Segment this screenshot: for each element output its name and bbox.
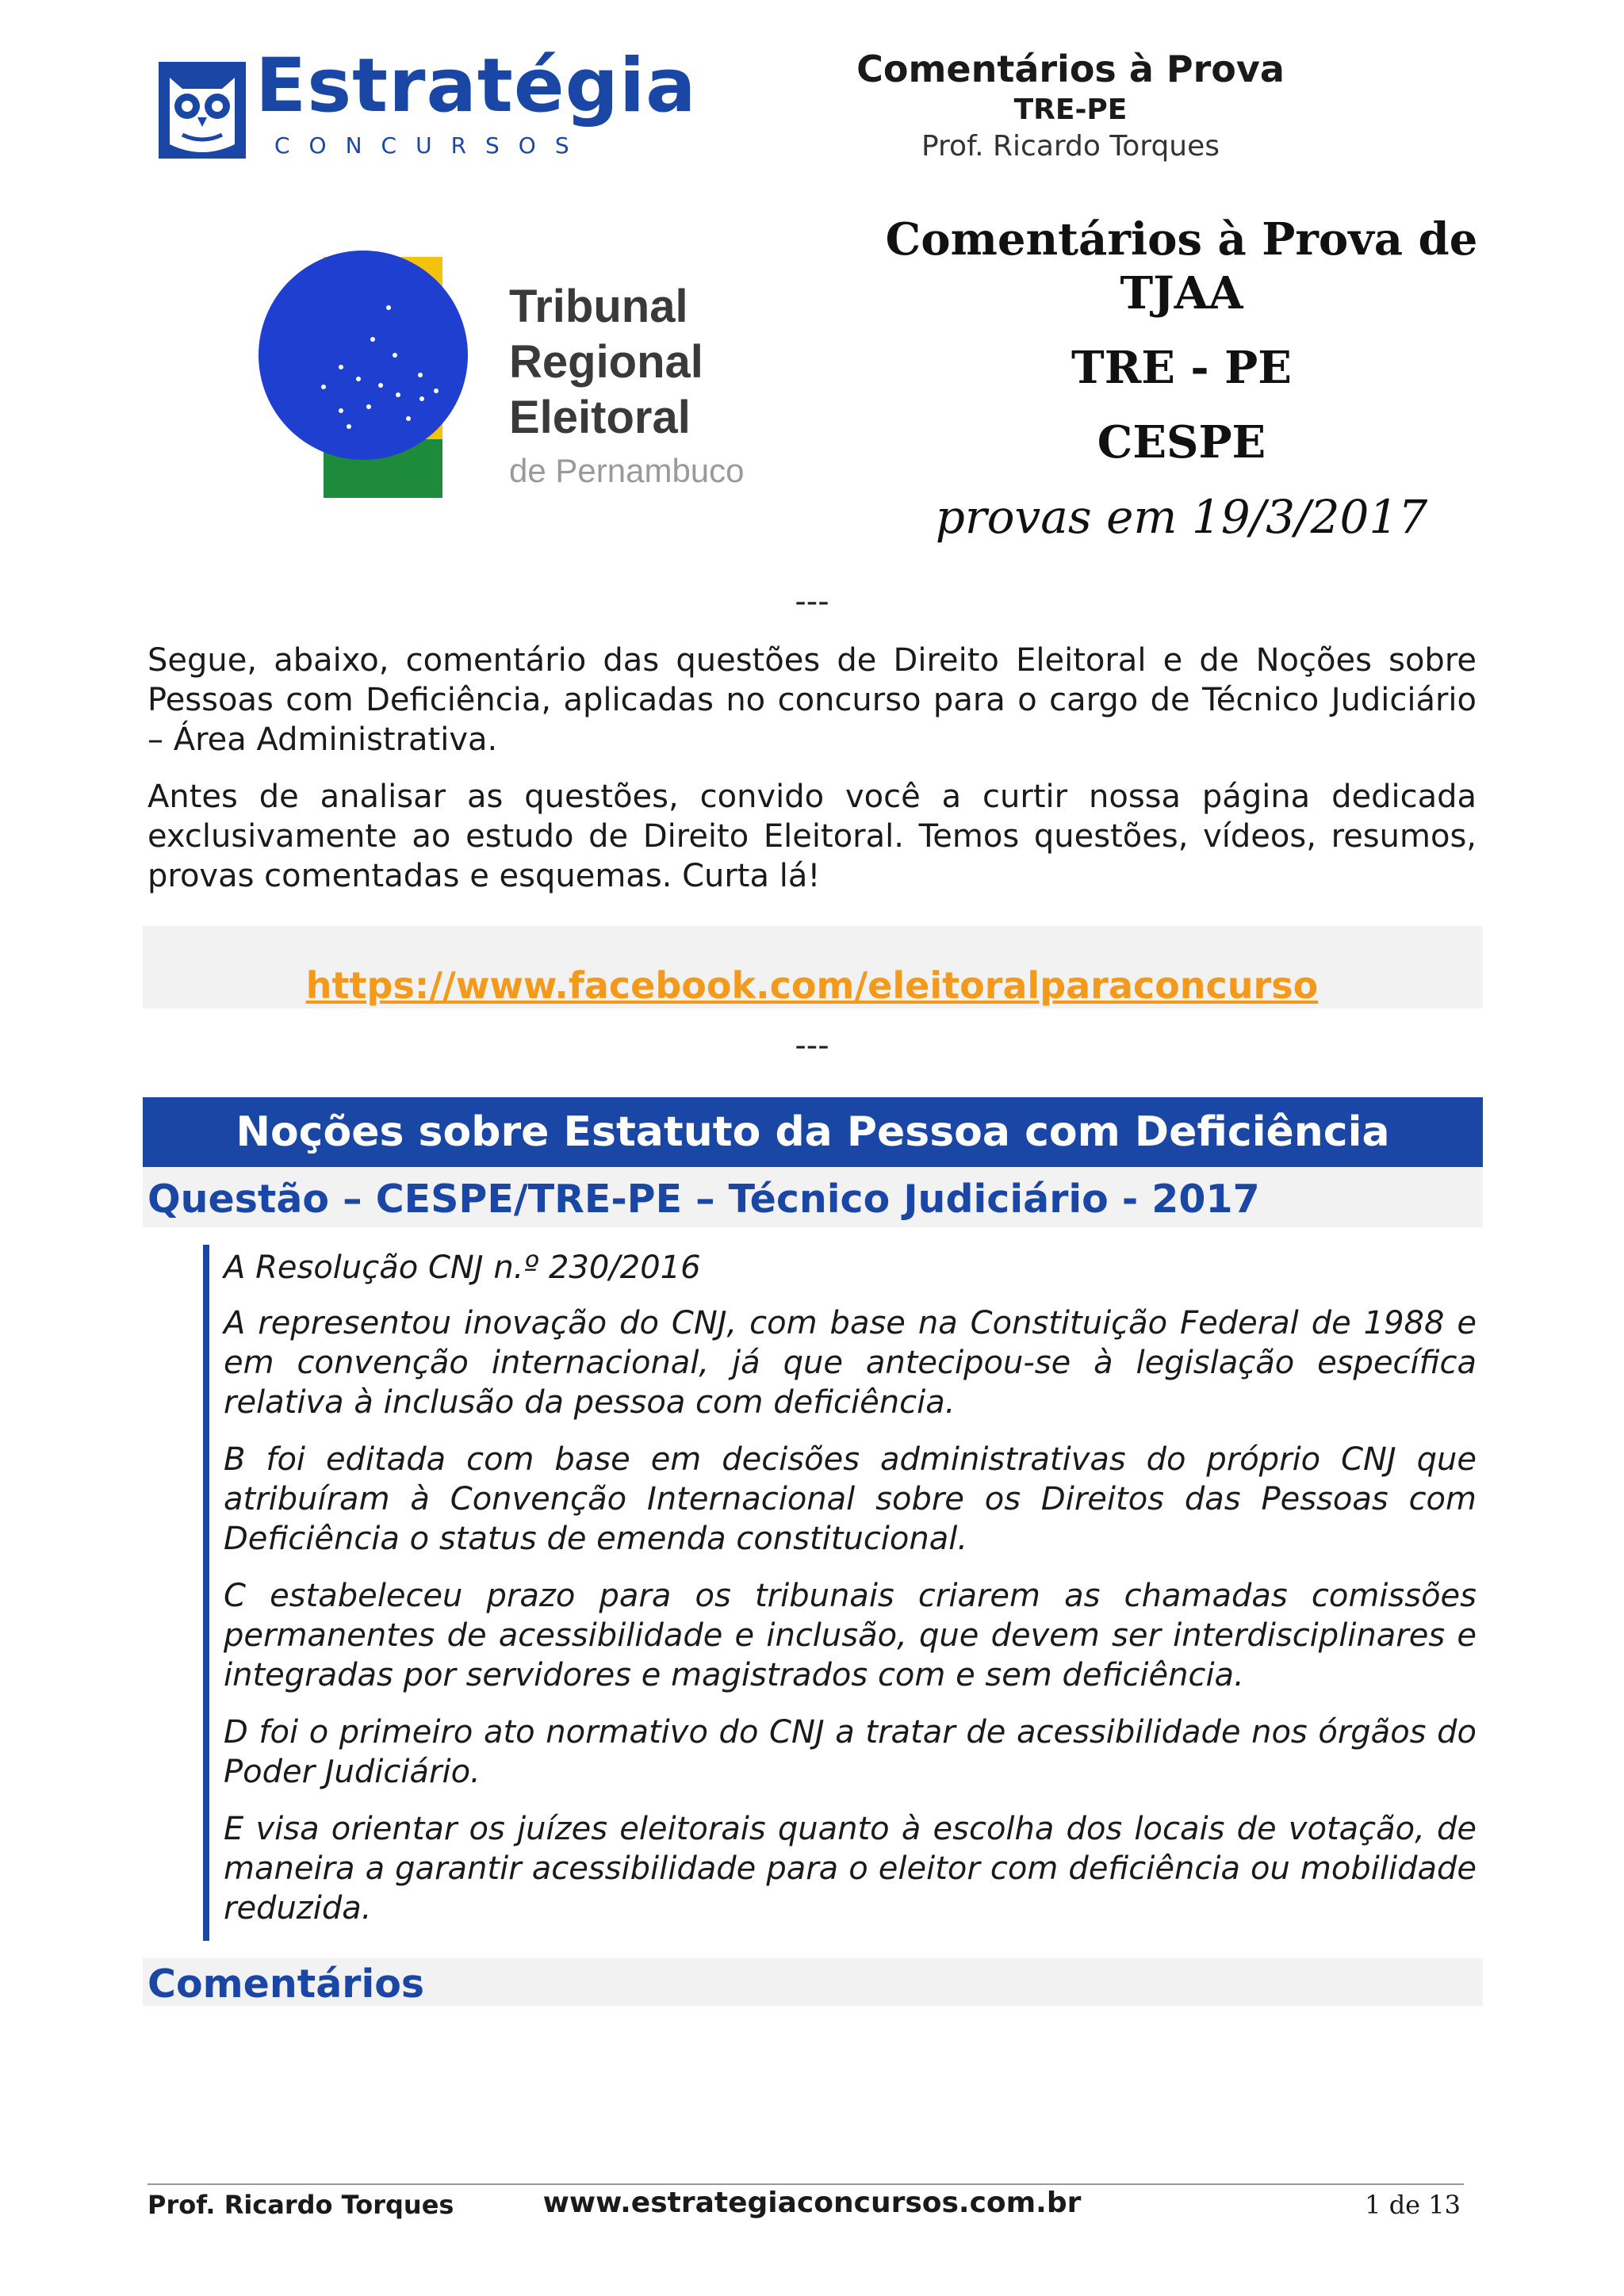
footer-prof: Prof. Ricardo Torques <box>147 2190 454 2220</box>
header-subtitle: TRE-PE <box>1013 94 1128 126</box>
option-b: B foi editada com base em decisões administrativas do próprio CNJ que atribuíram à Convenção Internacional sobre os Direitos das Pessoas com Deficiência o status de emenda constitucional. <box>224 1441 1477 1557</box>
brand-name: Estratégia <box>255 43 697 129</box>
logo-blue-globe <box>259 251 468 460</box>
footer-site[interactable]: www.estrategiaconcursos.com.br <box>542 2187 1082 2219</box>
brand-subtitle: CONCURSOS <box>274 132 588 159</box>
header-title: Comentários à Prova <box>856 48 1285 90</box>
exam-title <box>872 212 1491 544</box>
exam-line-1: Comentários à Prova de <box>885 213 1478 266</box>
comments-title: Comentários <box>147 1961 425 2007</box>
facebook-link[interactable]: https://www.facebook.com/eleitoralparaconcurso <box>305 964 1319 1007</box>
header-prof: Prof. Ricardo Torques <box>921 130 1220 163</box>
footer-rule <box>147 2183 1464 2185</box>
header-info <box>793 46 1348 165</box>
exam-date: provas em 19/3/2017 <box>935 490 1428 544</box>
question-title: Questão – CESPE/TRE-PE – Técnico Judiciário - 2017 <box>147 1177 1260 1222</box>
footer-page-number: 1 de 13 <box>1365 2190 1461 2220</box>
logo-line-2: Regional <box>509 336 703 388</box>
tre-pe-logo <box>254 236 777 506</box>
section-title: Noções sobre Estatuto da Pessoa com Deficiência <box>143 1097 1483 1167</box>
exam-line-2: TJAA <box>1120 267 1243 320</box>
intro-paragraph-2: Antes de analisar as questões, convido você a curtir nossa página dedicada exclusivamente ao estudo de Direito Eleitoral. Temos questões, vídeos, resumos, provas comentadas e esquemas. Curta lá! <box>147 779 1477 894</box>
option-a: A representou inovação do CNJ, com base na Constituição Federal de 1988 e em convenção internacional, já que antecipou-se à legislação específica relativa à inclusão da pessoa com deficiência. <box>224 1305 1477 1421</box>
logo-line-1: Tribunal <box>509 281 688 332</box>
owl-icon <box>159 62 246 159</box>
option-d: D foi o primeiro ato normativo do CNJ a tratar de acessibilidade nos órgãos do Poder Judiciário. <box>224 1714 1477 1790</box>
exam-line-4: CESPE <box>1097 416 1266 469</box>
logo-line-3: Eleitoral <box>509 392 691 443</box>
logo-line-4: de Pernambuco <box>509 452 745 489</box>
estrategia-logo <box>159 43 697 162</box>
option-e: E visa orientar os juízes eleitorais quanto à escolha dos locais de votação, de maneira a garantir acessibilidade para o eleitor com deficiência ou mobilidade reduzida. <box>224 1811 1477 1927</box>
option-c: C estabeleceu prazo para os tribunais criarem as chamadas comissões permanentes de acessibilidade e inclusão, que devem ser interdisciplinares e integradas por servidores e magistrados com e sem deficiência. <box>224 1578 1477 1693</box>
separator-top: --- <box>795 584 829 620</box>
question-stem: A Resolução CNJ n.º 230/2016 <box>224 1249 701 1286</box>
separator-bottom: --- <box>795 1027 829 1064</box>
intro-paragraph-1: Segue, abaixo, comentário das questões de Direito Eleitoral e de Noções sobre Pessoas com Deficiência, aplicadas no concurso para o cargo de Técnico Judiciário – Área Administrativa. <box>147 642 1477 758</box>
exam-line-3: TRE - PE <box>1071 342 1292 394</box>
question-quote-rule <box>203 1245 209 1941</box>
